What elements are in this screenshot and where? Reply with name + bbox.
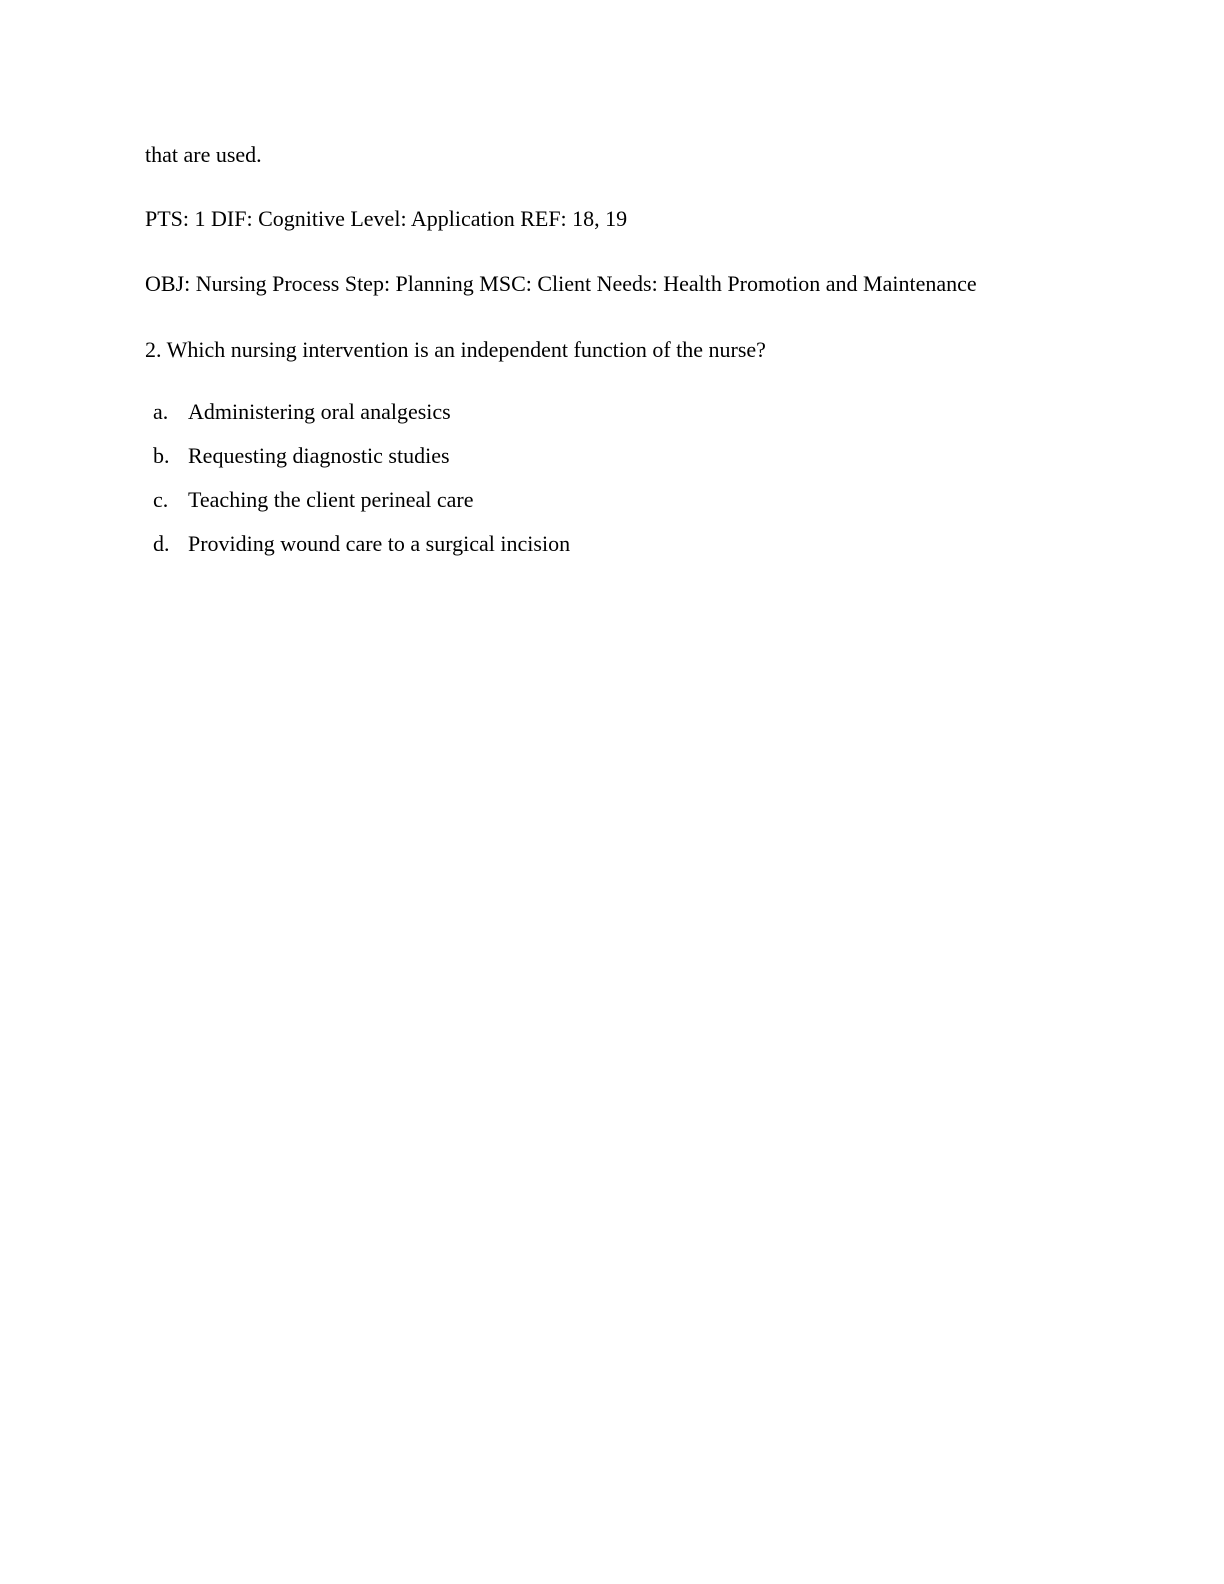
option-letter: c. <box>153 487 169 512</box>
option-text: Administering oral analgesics <box>188 399 451 424</box>
question-meta-points: PTS: 1 DIF: Cognitive Level: Application REF: 18, 19 <box>145 206 628 231</box>
question-meta-objective: OBJ: Nursing Process Step: Planning MSC: Client Needs: Health Promotion and Maintenance <box>145 271 977 296</box>
option-text: Teaching the client perineal care <box>188 487 474 512</box>
option-text: Requesting diagnostic studies <box>188 443 450 468</box>
option-letter: a. <box>153 399 169 424</box>
answer-option-a <box>145 399 570 425</box>
answer-option-c <box>145 487 570 513</box>
question-text: 2. Which nursing intervention is an independent function of the nurse? <box>145 337 766 362</box>
option-text: Providing wound care to a surgical incision <box>188 531 571 556</box>
answer-options-list <box>145 399 570 575</box>
option-letter: b. <box>153 443 170 468</box>
continuation-text: that are used. <box>145 142 262 167</box>
option-letter: d. <box>153 531 170 556</box>
answer-option-d <box>145 531 570 557</box>
answer-option-b <box>145 443 570 469</box>
